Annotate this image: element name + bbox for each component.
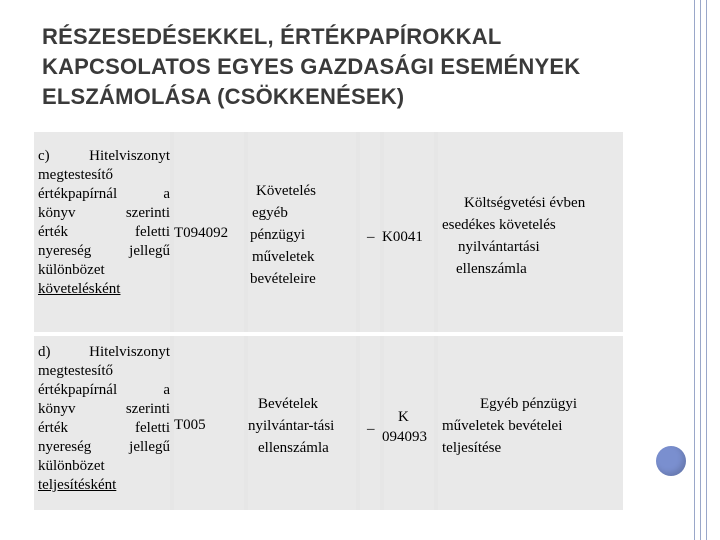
table-row (34, 132, 623, 332)
credit-code-line: K (398, 409, 409, 425)
description-line: teljesítésként (38, 477, 117, 493)
credit-name-line: teljesítése (442, 440, 502, 456)
credit-code-cell (384, 132, 434, 332)
description-line: könyv szerinti (38, 401, 170, 417)
description-cell (34, 336, 170, 510)
credit-name-line: nyilvántartási (458, 239, 540, 255)
debit-name-line: műveletek (252, 249, 315, 265)
debit-name-line: Bevételek (258, 396, 318, 412)
credit-code-line: 094093 (382, 429, 427, 445)
rail-line (700, 0, 701, 540)
description-line: megtestesítő (38, 167, 113, 183)
slide-decoration-rail (688, 0, 720, 540)
description-line: érték feletti (38, 224, 170, 240)
description-line: különbözet (38, 262, 105, 278)
dash-cell (360, 336, 380, 510)
debit-name-cell (248, 336, 356, 510)
debit-name-line: bevételeire (250, 271, 316, 287)
debit-name-line: nyilvántar-tási (248, 418, 335, 434)
credit-name-line: ellenszámla (456, 261, 527, 277)
description-line: nyereség jellegű (38, 439, 170, 455)
description-cell (34, 132, 170, 332)
debit-code: T094092 (174, 225, 229, 241)
description-line: különbözet (38, 458, 105, 474)
table-row (34, 336, 623, 510)
page-title (42, 22, 662, 112)
title-line: RÉSZESEDÉSEKKEL, ÉRTÉKPAPÍROKKAL (42, 24, 502, 49)
debit-code-cell (174, 336, 244, 510)
title-line: KAPCSOLATOS EGYES GAZDASÁGI ESEMÉNYEK (42, 54, 581, 79)
rail-line (694, 0, 695, 540)
description-line: c) Hitelviszonyt (38, 148, 170, 164)
debit-name-line: ellenszámla (258, 440, 329, 456)
debit-code: T005 (174, 417, 206, 433)
dash: – (367, 421, 375, 437)
description-line: érték feletti (38, 420, 170, 436)
dash-cell (360, 132, 380, 332)
debit-name-cell (248, 132, 356, 332)
debit-name-line: egyéb (252, 205, 288, 221)
description-line: d) Hitelviszonyt (38, 344, 170, 360)
decorative-circle (656, 446, 686, 476)
debit-name-line: pénzügyi (250, 227, 305, 243)
title-line: ELSZÁMOLÁSA (CSÖKKENÉSEK) (42, 84, 405, 109)
entries-table (34, 132, 623, 514)
credit-code-cell (384, 336, 434, 510)
credit-name-line: Egyéb pénzügyi (480, 396, 578, 412)
credit-name-line: Költségvetési évben (464, 195, 586, 211)
description-line: értékpapírnál a (38, 186, 170, 202)
credit-name-line: műveletek bevételei (442, 418, 563, 434)
credit-name-line: esedékes követelés (442, 217, 556, 233)
description-line: könyv szerinti (38, 205, 170, 221)
description-line: követelésként (38, 281, 121, 297)
description-line: megtestesítő (38, 363, 113, 379)
debit-name-line: Követelés (256, 183, 316, 199)
credit-name-cell (438, 336, 623, 510)
description-line: nyereség jellegű (38, 243, 170, 259)
dash: – (367, 229, 375, 245)
description-line: értékpapírnál a (38, 382, 170, 398)
credit-code-line: K0041 (382, 229, 423, 245)
debit-code-cell (174, 132, 244, 332)
credit-name-cell (438, 132, 623, 332)
rail-line (706, 0, 707, 540)
